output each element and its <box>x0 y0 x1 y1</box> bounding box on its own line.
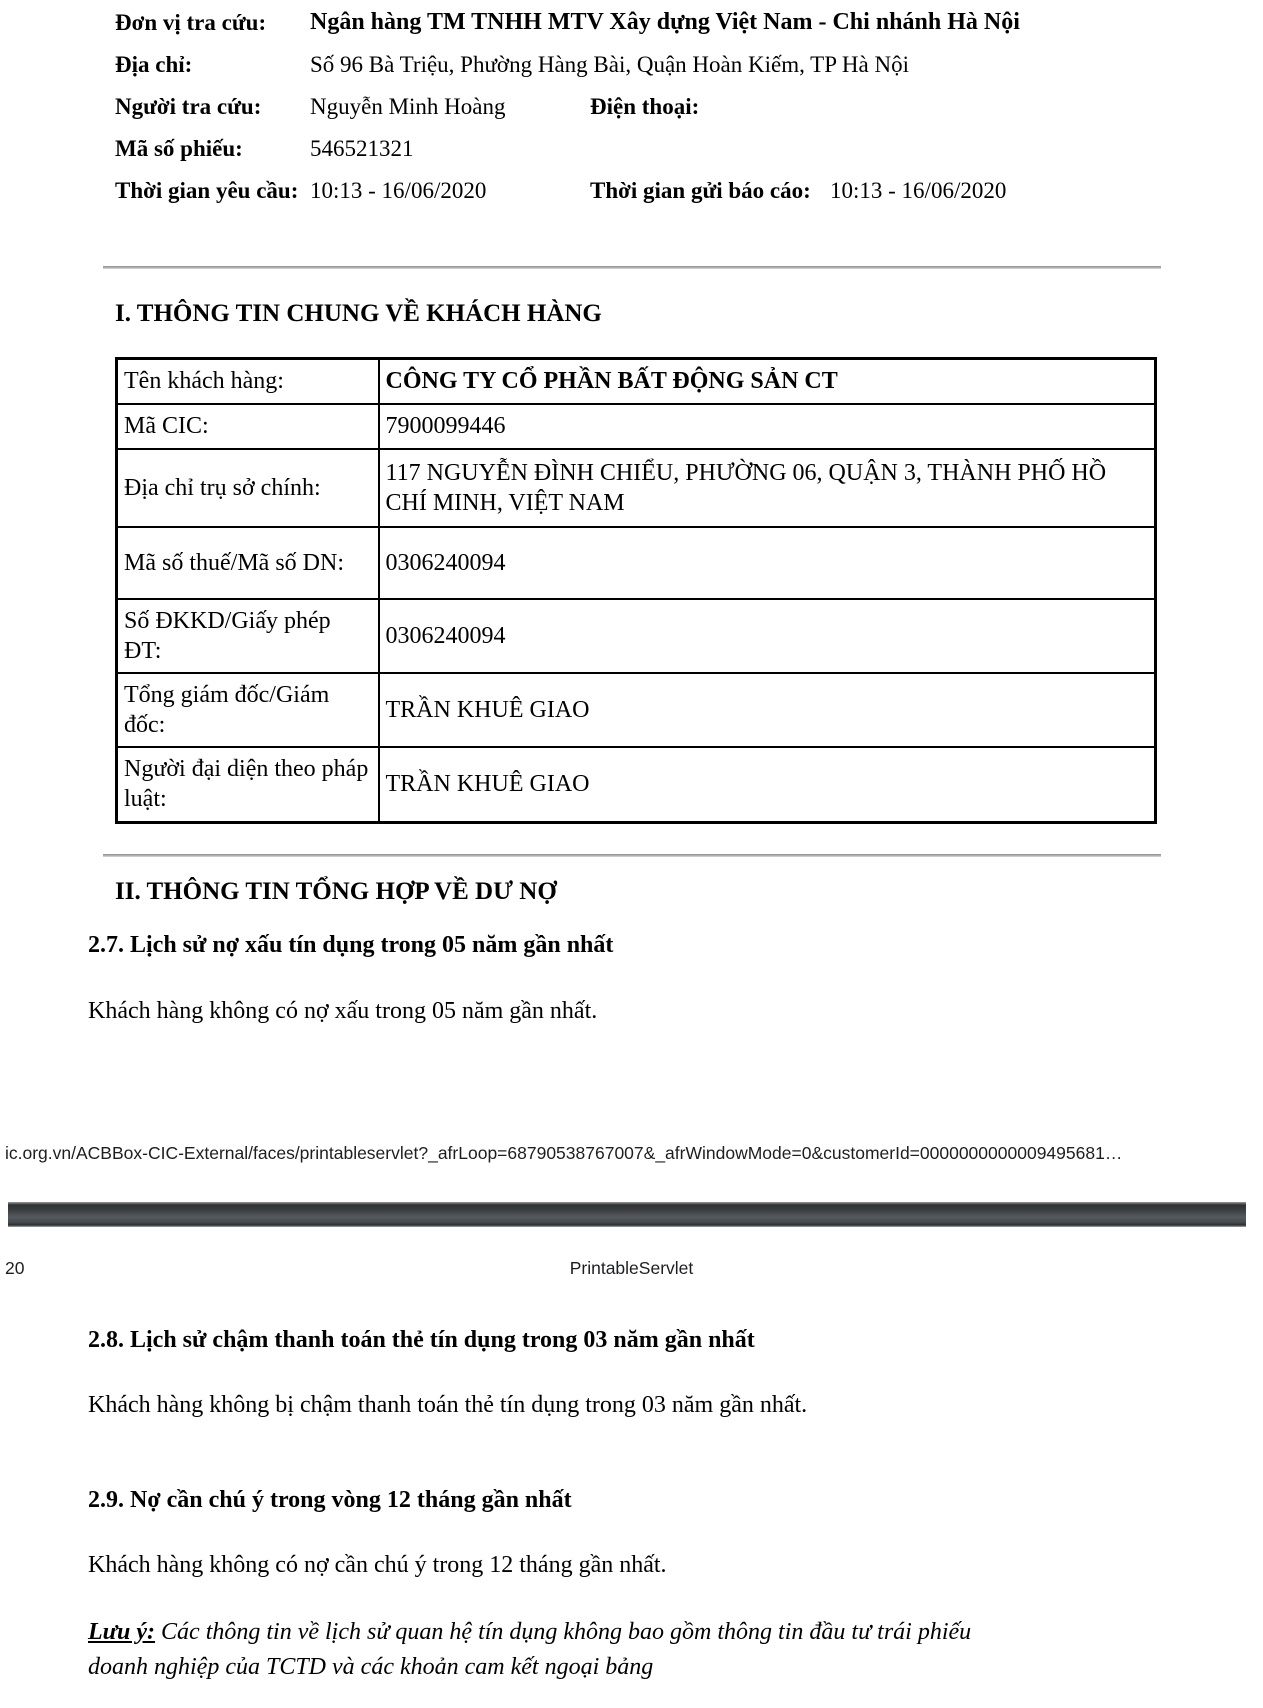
page-url-footer: ic.org.vn/ACBBox-CIC-External/faces/printableservlet?_afrLoop=68790538767007&_afrWindowMode=0&customerId=0000000000009495681… <box>5 1143 1123 1163</box>
subsection-heading-2-8: 2.8. Lịch sử chậm thanh toán thẻ tín dụng trong 03 năm gần nhất <box>88 1327 755 1353</box>
field-value: Số 96 Bà Triệu, Phường Hàng Bài, Quận Hoàn Kiếm, TP Hà Nội <box>310 52 909 77</box>
subsection-heading-2-7: 2.7. Lịch sử nợ xấu tín dụng trong 05 năm gần nhất <box>88 932 614 958</box>
table-row <box>117 404 1156 449</box>
field-label: Đơn vị tra cứu: <box>115 10 267 35</box>
paragraph-2-9: Khách hàng không có nợ cần chú ý trong 12 tháng gần nhất. <box>88 1552 667 1578</box>
subsection-heading-2-9: 2.9. Nợ cần chú ý trong vòng 12 tháng gần nhất <box>88 1487 572 1513</box>
row-value: 7900099446 <box>379 404 1156 449</box>
note-label: Lưu ý: <box>88 1619 156 1645</box>
note <box>88 1615 1003 1685</box>
report-header <box>115 8 1160 218</box>
header-row <box>115 92 1160 121</box>
row-label: Mã số thuế/Mã số DN: <box>117 527 379 599</box>
table-row <box>117 527 1156 599</box>
header-row <box>115 176 1160 205</box>
row-label: Tổng giám đốc/Giám đốc: <box>117 673 379 747</box>
field-label: Thời gian yêu cầu: <box>115 178 299 203</box>
field-value: 546521321 <box>310 136 414 161</box>
section-divider <box>103 854 1161 857</box>
field-value: 10:13 - 16/06/2020 <box>830 178 1007 203</box>
row-value: TRẦN KHUÊ GIAO <box>379 747 1156 823</box>
field-label: Điện thoại: <box>590 94 700 119</box>
page-number: 20 <box>5 1258 25 1278</box>
row-value: 117 NGUYỄN ĐÌNH CHIỂU, PHƯỜNG 06, QUẬN 3, THÀNH PHỐ HỒ CHÍ MINH, VIỆT NAM <box>379 449 1156 527</box>
table-row <box>117 673 1156 747</box>
header-row <box>115 50 1160 79</box>
section-heading-debt-summary: II. THÔNG TIN TỔNG HỢP VỀ DƯ NỢ <box>115 878 557 905</box>
row-value: 0306240094 <box>379 527 1156 599</box>
paragraph-2-8: Khách hàng không bị chậm thanh toán thẻ tín dụng trong 03 năm gần nhất. <box>88 1392 808 1418</box>
header-row <box>115 134 1160 163</box>
row-label: Mã CIC: <box>117 404 379 449</box>
customer-info-table <box>115 357 1157 824</box>
table-row <box>117 599 1156 673</box>
row-label: Địa chỉ trụ sở chính: <box>117 449 379 527</box>
row-value: TRẦN KHUÊ GIAO <box>379 673 1156 747</box>
section-divider <box>103 266 1161 269</box>
row-value: CÔNG TY CỔ PHẦN BẤT ĐỘNG SẢN CT <box>379 359 1156 404</box>
row-label: Người đại diện theo pháp luật: <box>117 747 379 823</box>
field-label: Người tra cứu: <box>115 94 262 119</box>
field-value: Nguyễn Minh Hoàng <box>310 94 506 119</box>
page-separator-bar <box>8 1202 1246 1227</box>
row-label: Tên khách hàng: <box>117 359 379 404</box>
row-label: Số ĐKKD/Giấy phép ĐT: <box>117 599 379 673</box>
field-label: Mã số phiếu: <box>115 136 243 161</box>
section-heading-customer-info: I. THÔNG TIN CHUNG VỀ KHÁCH HÀNG <box>115 300 602 327</box>
row-value: 0306240094 <box>379 599 1156 673</box>
table-row <box>117 747 1156 823</box>
field-label: Thời gian gửi báo cáo: <box>590 178 811 203</box>
document-title: PrintableServlet <box>569 1258 694 1278</box>
page-header <box>0 1258 1263 1282</box>
field-value: 10:13 - 16/06/2020 <box>310 178 487 203</box>
table-row <box>117 359 1156 404</box>
note-text: Các thông tin về lịch sử quan hệ tín dụng không bao gồm thông tin đầu tư trái phiếu doanh nghiệp của TCTD và các khoản cam kết ngoại bảng <box>88 1619 972 1680</box>
header-row <box>115 8 1160 37</box>
table-row <box>117 449 1156 527</box>
field-value: Ngân hàng TM TNHH MTV Xây dựng Việt Nam - Chi nhánh Hà Nội <box>310 9 1020 35</box>
field-label: Địa chỉ: <box>115 52 193 77</box>
paragraph-2-7: Khách hàng không có nợ xấu trong 05 năm gần nhất. <box>88 998 598 1024</box>
